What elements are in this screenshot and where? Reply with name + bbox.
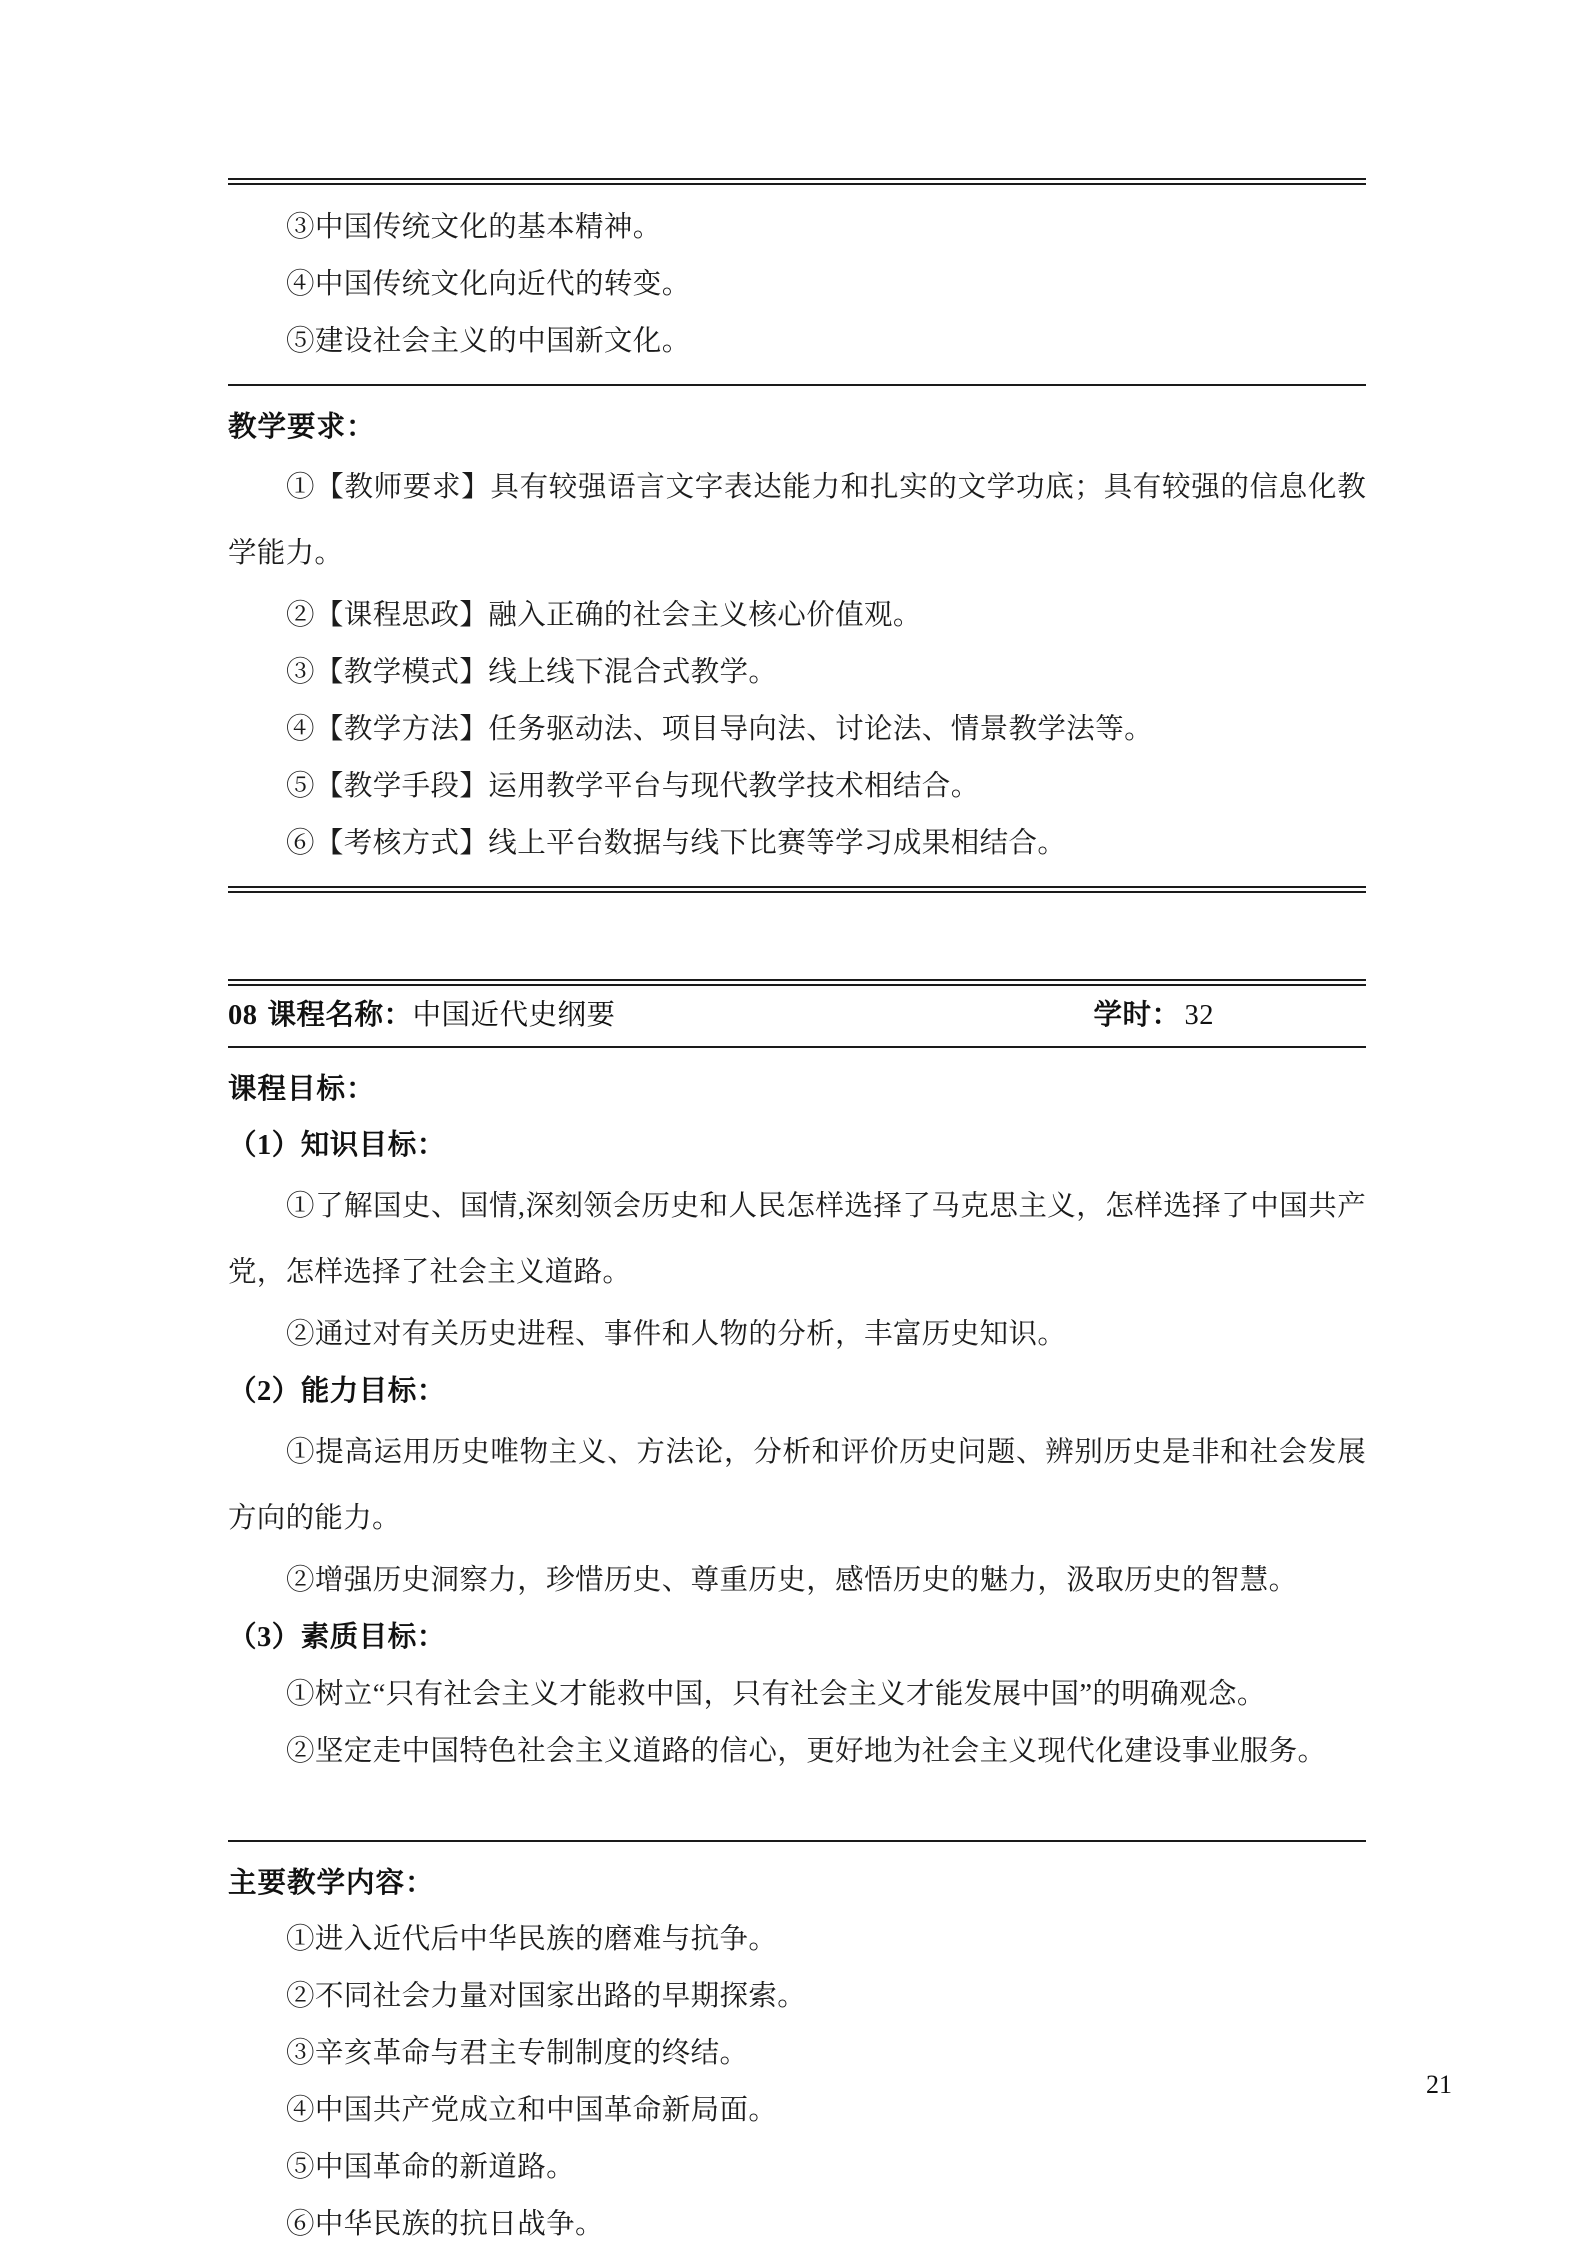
list-item: ②增强历史洞察力，珍惜历史、尊重历史，感悟历史的魅力，汲取历史的智慧。 — [286, 1565, 1298, 1596]
course-header-top-double-rule — [228, 979, 1366, 986]
list-item: ①树立“只有社会主义才能救中国，只有社会主义才能发展中国”的明确观念。 — [286, 1679, 1266, 1710]
list-item: ①提高运用历史唯物主义、方法论，分析和评价历史问题、辨别历史是非和社会发展方向的能力。 — [228, 1437, 1366, 1534]
objective-group-title: （3）素质目标： — [228, 1622, 446, 1653]
course-hours-label: 学时： — [1093, 1000, 1181, 1031]
objective-group-title: （1）知识目标： — [228, 1130, 446, 1161]
course-header-right — [1093, 988, 1366, 1044]
list-item: ②不同社会力量对国家出路的早期探索。 — [286, 1981, 807, 2012]
course-objectives-heading: 课程目标： — [228, 1074, 376, 1105]
list-item: ⑤【教学手段】运用教学平台与现代教学技术相结合。 — [286, 771, 980, 802]
main-teaching-content-block — [228, 1842, 1366, 2245]
list-item: ①进入近代后中华民族的磨难与抗争。 — [286, 1924, 778, 1955]
list-item: ③中国传统文化的基本精神。 — [286, 212, 662, 243]
objective-group-title: （2）能力目标： — [228, 1376, 446, 1407]
list-item: ③辛亥革命与君主专制制度的终结。 — [286, 2038, 749, 2069]
list-item: ①了解国史、国情,深刻领会历史和人民怎样选择了马克思主义，怎样选择了中国共产党，怎样选择了社会主义道路。 — [228, 1191, 1366, 1288]
teaching-requirements-heading: 教学要求： — [228, 412, 376, 443]
list-item: ②坚定走中国特色社会主义道路的信心，更好地为社会主义现代化建设事业服务。 — [286, 1736, 1327, 1767]
prev-course-content-list — [228, 185, 1366, 384]
list-item: ③【教学模式】线上线下混合式教学。 — [286, 657, 778, 688]
page-content — [228, 178, 1366, 2245]
list-item: ②【课程思政】融入正确的社会主义核心价值观。 — [286, 600, 922, 631]
course-number: 08 — [228, 1000, 258, 1031]
list-item: ④中国共产党成立和中国革命新局面。 — [286, 2095, 778, 2126]
course-name-label: 课程名称： — [267, 1000, 413, 1031]
section-gap — [228, 893, 1366, 979]
course-objectives-block — [228, 1048, 1366, 1840]
list-item: ④中国传统文化向近代的转变。 — [286, 269, 691, 300]
list-item: ④【教学方法】任务驱动法、项目导向法、讨论法、情景教学法等。 — [286, 714, 1154, 745]
section-top-double-rule — [228, 178, 1366, 185]
list-item: ①【教师要求】具有较强语言文字表达能力和扎实的文学功底；具有较强的信息化教学能力。 — [228, 472, 1366, 569]
section-bottom-double-rule — [228, 886, 1366, 893]
list-item: ⑥【考核方式】线上平台数据与线下比赛等学习成果相结合。 — [286, 828, 1067, 859]
list-item: ②通过对有关历史进程、事件和人物的分析，丰富历史知识。 — [286, 1319, 1067, 1350]
list-item: ⑥中华民族的抗日战争。 — [286, 2209, 604, 2240]
list-item: ⑤建设社会主义的中国新文化。 — [286, 326, 691, 357]
course-hours-value: 32 — [1184, 1000, 1214, 1031]
main-content-heading: 主要教学内容： — [228, 1868, 435, 1899]
course-header-left — [228, 988, 616, 1044]
course-name-value: 中国近代史纲要 — [412, 1000, 616, 1031]
teaching-requirements-block — [228, 386, 1366, 886]
page-number: 21 — [1426, 2070, 1452, 2099]
list-item: ⑤中国革命的新道路。 — [286, 2152, 576, 2183]
course-header-row — [228, 986, 1366, 1046]
